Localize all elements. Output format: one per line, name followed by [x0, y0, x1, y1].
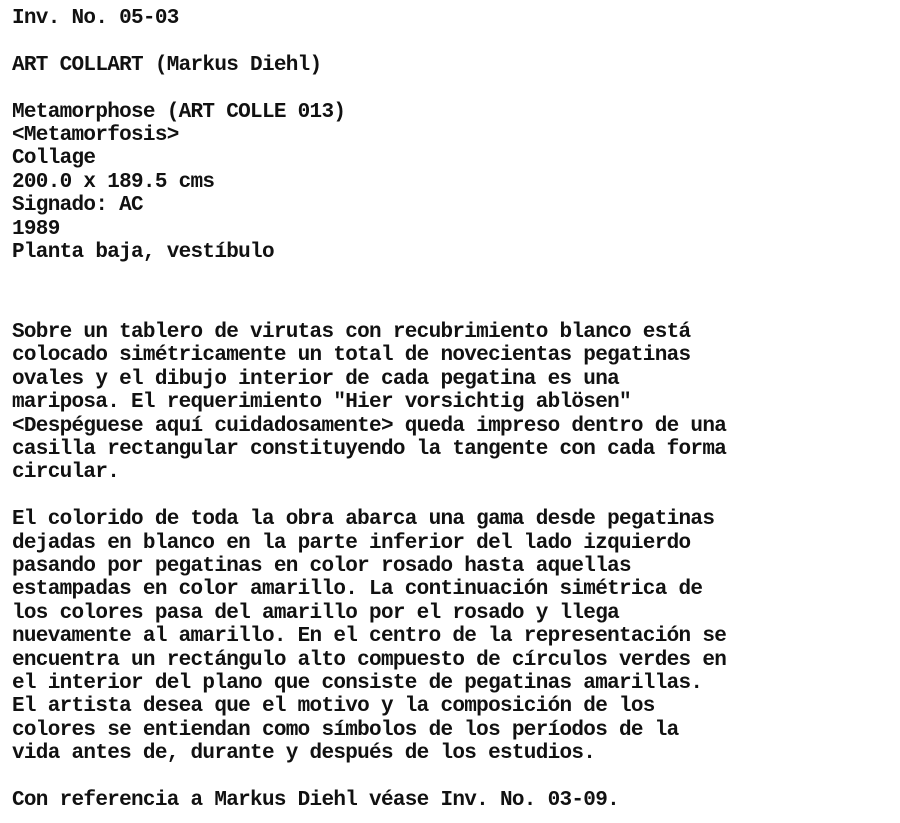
description-paragraph-1 [12, 321, 892, 485]
paragraph-line: ovales y el dibujo interior de cada pegatina es una [12, 367, 620, 391]
paragraph-line: Sobre un tablero de virutas con recubrimiento blanco está [12, 321, 691, 345]
artwork-title: Metamorphose (ART COLLE 013) [12, 100, 346, 124]
paragraph-line: vida antes de, durante y después de los estudios. [12, 742, 596, 766]
artwork-dimensions: 200.0 x 189.5 cms [12, 170, 215, 194]
artist-heading: ART COLLART (Markus Diehl) [12, 53, 322, 77]
paragraph-line: circular. [12, 461, 120, 485]
paragraph-line: El artista desea que el motivo y la composición de los [12, 695, 655, 719]
paragraph-line: colocado simétricamente un total de novecientas pegatinas [12, 344, 691, 368]
inventory-number: Inv. No. 05-03 [12, 7, 179, 30]
paragraph-line: el interior del plano que consiste de pegatinas amarillas. [12, 671, 703, 695]
document-page [12, 7, 892, 812]
artwork-technique: Collage [12, 147, 96, 171]
paragraph-line: dejadas en blanco en la parte inferior del lado izquierdo [12, 531, 691, 555]
paragraph-line: encuentra un rectángulo alto compuesto de círculos verdes en [12, 648, 727, 672]
cross-reference: Con referencia a Markus Diehl véase Inv. No. 03-09. [12, 788, 620, 812]
paragraph-line: colores se entiendan como símbolos de los períodos de la [12, 718, 679, 742]
paragraph-line: los colores pasa del amarillo por el rosado y llega [12, 601, 620, 625]
paragraph-line: estampadas en color amarillo. La continuación simétrica de [12, 578, 703, 602]
paragraph-line: El colorido de toda la obra abarca una gama desde pegatinas [12, 508, 715, 532]
artwork-title-translation: <Metamorfosis> [12, 123, 179, 147]
artwork-location: Planta baja, vestíbulo [12, 240, 274, 264]
artwork-details [12, 101, 892, 265]
paragraph-line: <Despéguese aquí cuidadosamente> queda impreso dentro de una [12, 414, 727, 438]
paragraph-line: casilla rectangular constituyendo la tangente con cada forma [12, 438, 727, 462]
paragraph-line: pasando por pegatinas en color rosado hasta aquellas [12, 555, 631, 578]
description-paragraph-2 [12, 508, 892, 765]
paragraph-line: nuevamente al amarillo. En el centro de la representación se [12, 625, 727, 649]
artwork-signature: Signado: AC [12, 194, 143, 218]
paragraph-line: mariposa. El requerimiento "Hier vorsichtig ablösen" [12, 391, 631, 415]
artwork-year: 1989 [12, 217, 60, 241]
